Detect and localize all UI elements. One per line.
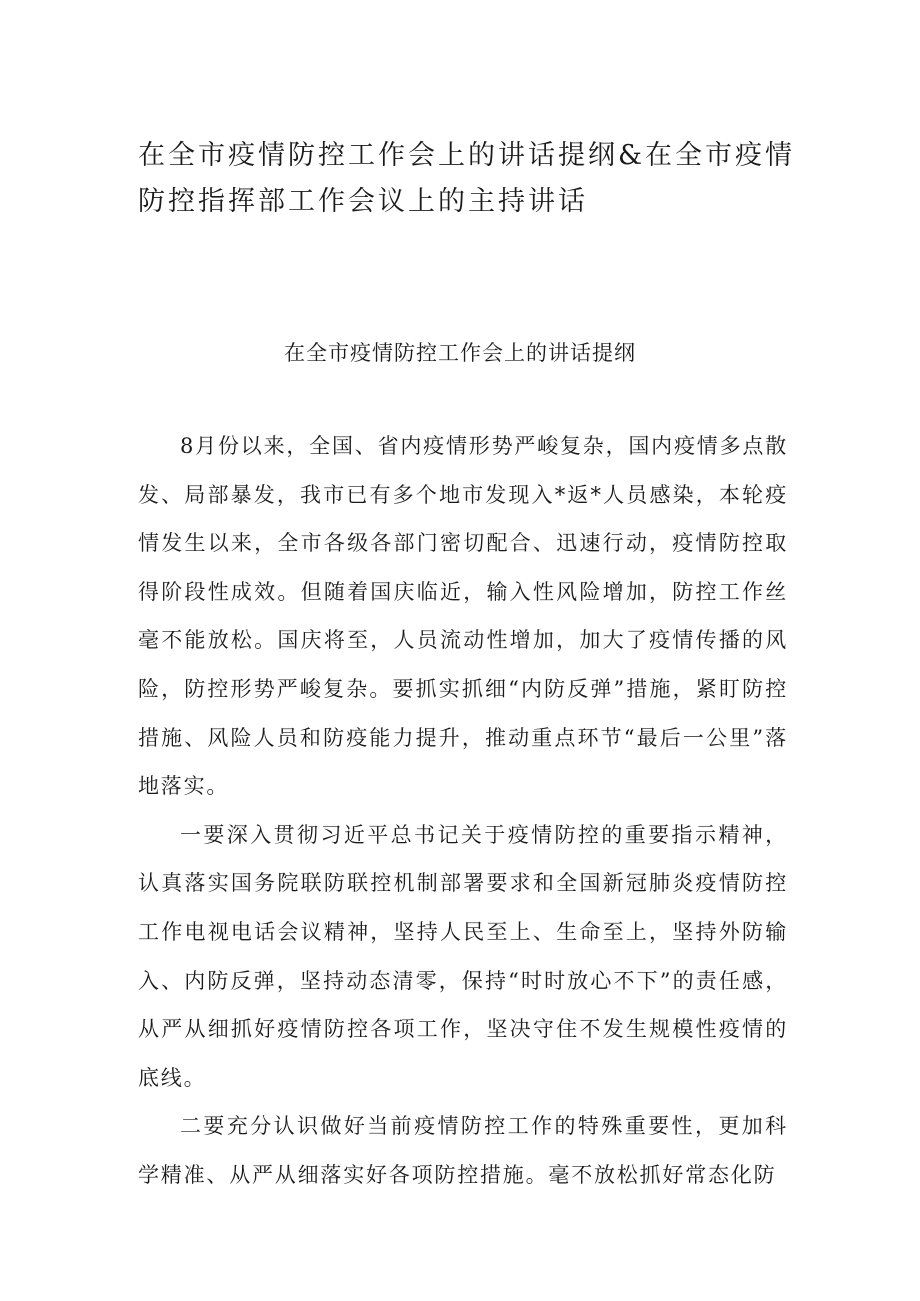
paragraph-1: 8月份以来，全国、省内疫情形势严峻复杂，国内疫情多点散发、局部暴发，我市已有多个地市发现入*返*人员感染，本轮疫情发生以来，全市各级各部门密切配合、迅速行动，疫情防控取得阶段性成效。但随着国庆临近，输入性风险增加，防控工作丝毫不能放松。国庆将至，人员流动性增加，加大了疫情传播的风险，防控形势严峻复杂。要抓实抓细“内防反弹”措施，紧盯防控措施、风险人员和防疫能力提升，推动重点环节“最后一公里”落地落实。: [138, 434, 788, 799]
section-title: 在全市疫情防控工作会上的讲话提纲: [284, 341, 636, 365]
document-body: [138, 422, 788, 1200]
paragraph-3: 二要充分认识做好当前疫情防控工作的特殊重要性，更加科学精准、从严从细落实好各项防控措施。毫不放松抓好常态化防: [138, 1114, 788, 1187]
paragraph-2: 一要深入贯彻习近平总书记关于疫情防控的重要指示精神，认真落实国务院联防联控机制部署要求和全国新冠肺炎疫情防控工作电视电话会议精神，坚持人民至上、生命至上，坚持外防输入、内防反弹，坚持动态清零，保持“时时放心不下”的责任感，从严从细抓好疫情防控各项工作，坚决守住不发生规模性疫情的底线。: [138, 822, 788, 1090]
document-title: 在全市疫情防控工作会上的讲话提纲&在全市疫情防控指挥部工作会议上的主持讲话: [138, 140, 796, 217]
